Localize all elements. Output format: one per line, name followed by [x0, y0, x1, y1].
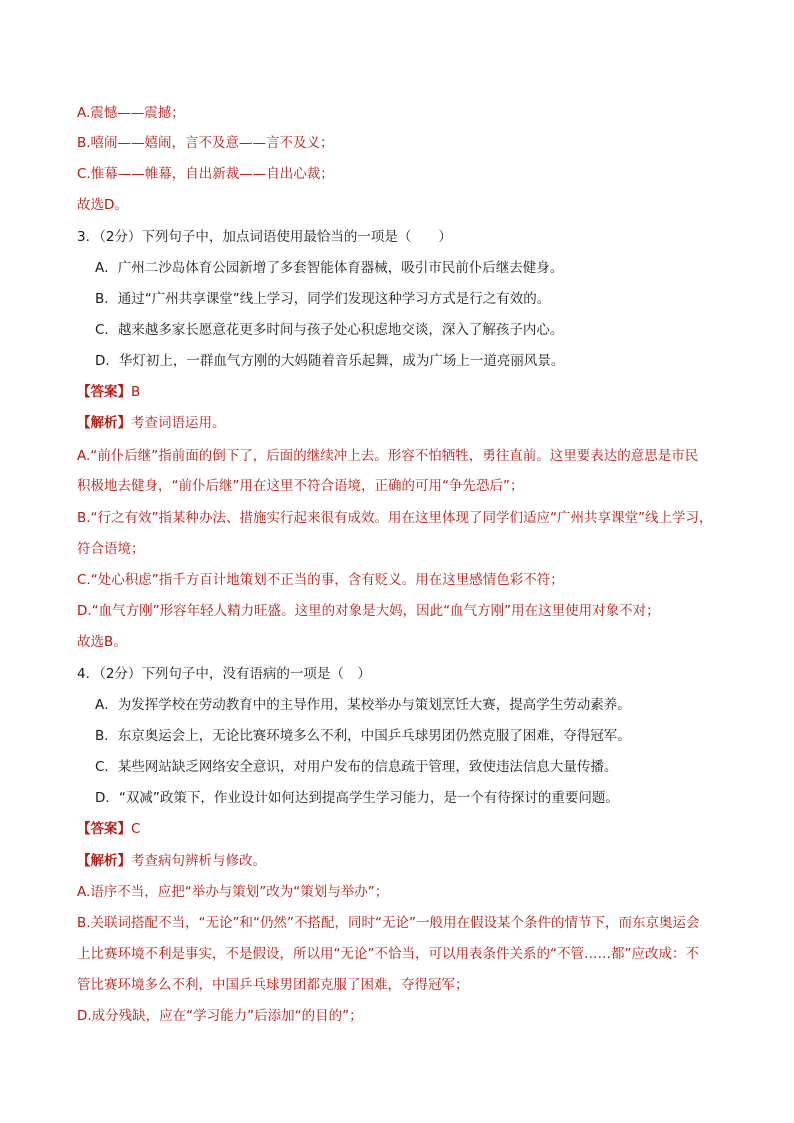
- q3-answer: [77, 382, 727, 402]
- q3-analysis-line: 积极地去健身，“前仆后继”用在这里不符合语境，正确的可用“争先恐后”；: [77, 478, 524, 494]
- q3-analysis-intro: 考查词语运用。: [131, 415, 226, 431]
- q4-answer: [77, 819, 727, 839]
- q4-analysis-line: D.成分残缺，应在“学习能力”后添加“的目的”；: [77, 1008, 363, 1024]
- q3-option-a: A．广州二沙岛体育公园新增了多套智能体育器械，吸引市民前仆后继去健身。: [95, 260, 564, 276]
- q3-option-d: D．华灯初上，一群血气方刚的大妈随着音乐起舞，成为广场上一道亮丽风景。: [95, 353, 565, 369]
- q4-analysis-header: [77, 851, 727, 871]
- q3-analysis-tag: 【解析】: [77, 415, 131, 431]
- q3-analysis-line: A.“前仆后继”指前面的倒下了，后面的继续冲上去。形容不怕牺牲，勇往直前。这里要表达的意思是市民: [77, 448, 699, 464]
- q3-analysis-header: [77, 413, 727, 433]
- q3-option-c: C．越来越多家长愿意花更多时间与孩子处心积虑地交谈，深入了解孩子内心。: [95, 322, 564, 338]
- q4-stem: 4．（2分）下列句子中，没有语病的一项是（ ）: [77, 666, 371, 682]
- q4-analysis-line: 上比赛环境不利是事实，不是假设，所以用“无论”不恰当，可以用表条件关系的“不管……都”应改成：不: [77, 946, 699, 962]
- q2-analysis-line-b: B.嘻闹——嬉闹，言不及意——言不及义；: [77, 135, 334, 151]
- q4-analysis-tag: 【解析】: [77, 853, 131, 869]
- q2-conclusion: 故选D。: [77, 197, 128, 213]
- q2-analysis-line-a: A.震憾——震撼；: [77, 105, 185, 121]
- q4-analysis-line: 管比赛环境多么不利，中国乒乓球男团都克服了困难，夺得冠军；: [77, 977, 469, 993]
- q3-analysis-line: B.“行之有效”指某种办法、措施实行起来很有成效。用在这里体现了同学们适应“广州共享课堂”线上学习，: [77, 510, 713, 526]
- q3-option-b: B．通过“广州共享课堂”线上学习，同学们发现这种学习方式是行之有效的。: [95, 291, 551, 307]
- q3-analysis-line: D.“血气方刚”形容年轻人精力旺盛。这里的对象是大妈，因此“血气方刚”用在这里使用对象不对；: [77, 603, 660, 619]
- q3-conclusion: 故选B。: [77, 634, 127, 650]
- q3-answer-value: B: [131, 384, 141, 400]
- q4-option-d: D．“双减”政策下，作业设计如何达到提高学生学习能力，是一个有待探讨的重要问题。: [95, 790, 619, 806]
- q3-analysis-line: 符合语境；: [77, 541, 145, 557]
- q4-analysis-line: A.语序不当，应把“举办与策划”改为“策划与举办”；: [77, 884, 389, 900]
- q4-option-b: B．东京奥运会上，无论比赛环境多么不利，中国乒乓球男团仍然克服了困难，夺得冠军。: [95, 728, 631, 744]
- q4-option-a: A．为发挥学校在劳动教育中的主导作用，某校举办与策划烹饪大赛，提高学生劳动素养。: [95, 697, 631, 713]
- q4-analysis-intro: 考查病句辨析与修改。: [131, 853, 266, 869]
- q2-analysis-line-c: C.惟幕——帷幕，自出新裁——自出心裁；: [77, 166, 334, 182]
- q4-option-c: C．某些网站缺乏网络安全意识，对用户发布的信息疏于管理，致使违法信息大量传播。: [95, 759, 618, 775]
- q3-analysis-line: C.“处心积虑”指千方百计地策划不正当的事，含有贬义。用在这里感情色彩不符；: [77, 572, 564, 588]
- q3-stem: 3．（2分）下列句子中，加点词语使用最恰当的一项是（ ）: [77, 229, 452, 245]
- q4-analysis-line: B.关联词搭配不当，“无论”和“仍然”不搭配，同时“无论”一般用在假设某个条件的情节下，而东京奥运会: [77, 915, 700, 931]
- q4-answer-value: C: [131, 821, 141, 837]
- q4-answer-tag: 【答案】: [77, 821, 131, 837]
- q3-answer-tag: 【答案】: [77, 384, 131, 400]
